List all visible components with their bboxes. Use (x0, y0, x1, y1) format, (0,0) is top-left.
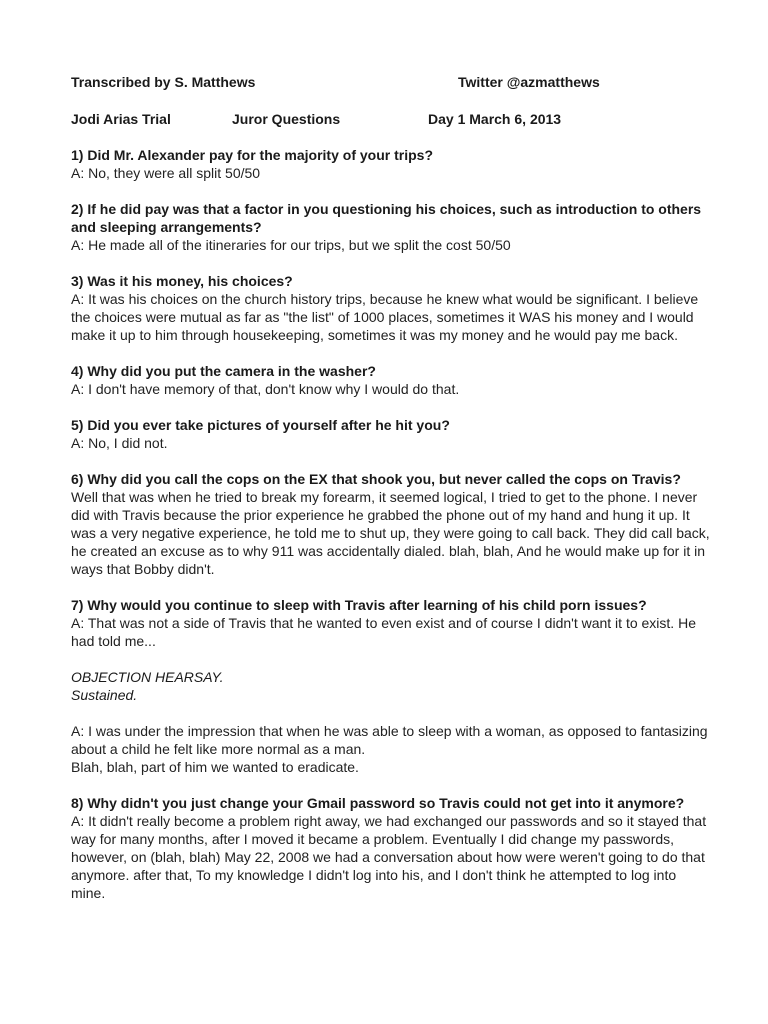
trial-title: Jodi Arias Trial (71, 111, 171, 127)
question: 8) Why didn't you just change your Gmail password so Travis could not get into it anymore? (71, 795, 685, 811)
section-title: Juror Questions (232, 111, 341, 127)
document-page (71, 73, 711, 920)
answer: A: No, they were all split 50/50 (71, 165, 261, 181)
header-row-2 (71, 110, 711, 130)
qa-block-2 (71, 200, 711, 254)
answer: A: It was his choices on the church history trips, because he knew what would be significant. I believe the choices were mutual as far as "the list" of 1000 places, sometimes it WAS his money and I would make it up to him through housekeeping, sometimes it was my money and he would pay me back. (71, 291, 699, 343)
spacer (71, 650, 711, 668)
question: 4) Why did you put the camera in the washer? (71, 363, 376, 379)
qa-block-4 (71, 362, 711, 398)
answer: Well that was when he tried to break my forearm, it seemed logical, I tried to get to the phone. I never did with Travis because the prior experience he grabbed the phone out of my hand and hung it up. It was a very negative experience, he told me to shut up, they were going to call back. They did call back, he created an excuse as to why 911 was accidentally dialed. blah, blah, And he would make up for it in ways that Bobby didn't. (71, 489, 710, 577)
qa-block-7 (71, 596, 711, 776)
question: 6) Why did you call the cops on the EX that shook you, but never called the cops on Travis? (71, 471, 681, 487)
spacer (71, 704, 711, 722)
answer-continued: A: I was under the impression that when he was able to sleep with a woman, as opposed to fantasizing about a child he felt like more normal as a man. (71, 723, 708, 757)
header-row-1 (71, 73, 711, 93)
date-label: Day 1 March 6, 2013 (428, 111, 562, 127)
qa-block-6 (71, 470, 711, 578)
transcriber-credit: Transcribed by S. Matthews (71, 74, 256, 90)
question: 2) If he did pay was that a factor in you questioning his choices, such as introduction to others and sleeping arrangements? (71, 201, 702, 235)
question: 1) Did Mr. Alexander pay for the majority of your trips? (71, 147, 433, 163)
objection-text: OBJECTION HEARSAY. (71, 669, 224, 685)
ruling-text: Sustained. (71, 687, 138, 703)
qa-block-1 (71, 146, 711, 182)
qa-block-3 (71, 272, 711, 344)
qa-block-8 (71, 794, 711, 902)
answer: A: I don't have memory of that, don't know why I would do that. (71, 381, 460, 397)
question: 7) Why would you continue to sleep with Travis after learning of his child porn issues? (71, 597, 647, 613)
answer: A: That was not a side of Travis that he wanted to even exist and of course I didn't want it to exist. He had told me... (71, 615, 696, 649)
answer-continued: Blah, blah, part of him we wanted to eradicate. (71, 759, 359, 775)
answer: A: He made all of the itineraries for our trips, but we split the cost 50/50 (71, 237, 511, 253)
answer: A: It didn't really become a problem right away, we had exchanged our passwords and so it stayed that way for many months, after I moved it became a problem. Eventually I did change my passwords, however, on (blah, blah) May 22, 2008 we had a conversation about how were weren't going to do that anymore. after that, To my knowledge I didn't log into his, and I don't think he attempted to log into mine. (71, 813, 707, 901)
qa-block-5 (71, 416, 711, 452)
twitter-handle: Twitter @azmatthews (458, 74, 600, 90)
question: 5) Did you ever take pictures of yourself after he hit you? (71, 417, 450, 433)
question: 3) Was it his money, his choices? (71, 273, 293, 289)
answer: A: No, I did not. (71, 435, 168, 451)
